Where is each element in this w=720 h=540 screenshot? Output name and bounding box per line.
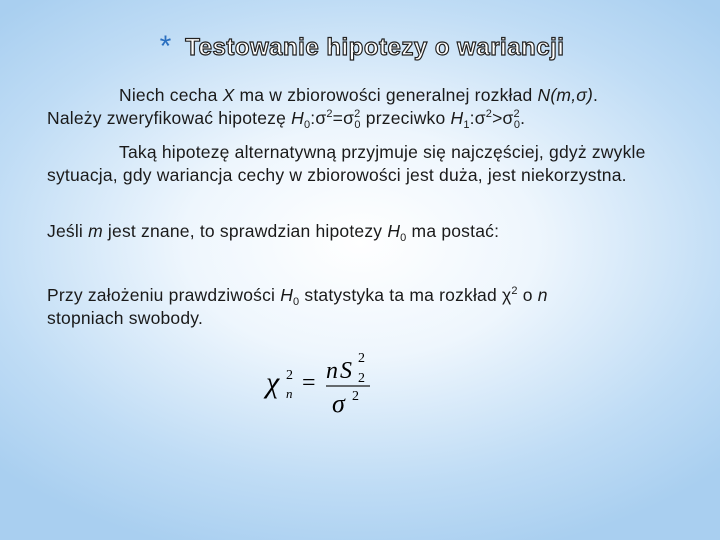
formula-num-n: n — [326, 358, 338, 384]
paragraph-alternative-hypothesis: Taką hipotezę alternatywną przyjmuje się najczęściej, gdyż zwykle sytuacja, gdy wariancja cechy w zbiorowości jest duża, jest niekorzystna. — [47, 142, 646, 185]
paragraph-test-statistic: Jeśli m jest znane, to sprawdzian hipotezy $H_0$ ma postać: — [47, 221, 500, 244]
formula-chi: χ — [266, 366, 280, 399]
formula-den-sigma: σ — [332, 389, 345, 418]
formula-chi-sup: 2 — [286, 368, 293, 383]
slide-title — [0, 30, 720, 68]
formula-num-s: S — [340, 358, 352, 384]
formula-svg — [262, 346, 382, 418]
distribution-normal: N(m,σ) — [537, 85, 594, 105]
chi-square-formula — [262, 346, 382, 418]
variable-x: X — [222, 85, 235, 105]
formula-chi-sub: n — [286, 386, 293, 401]
formula-den-sup: 2 — [352, 389, 359, 404]
formula-num-sup: 2 — [358, 351, 365, 366]
paragraph-distribution-chi: Przy założeniu prawdziwości $H_0$ statystyka ta ma rozkład $\chi^2$ o n stopniach swobody. — [47, 285, 548, 328]
title-text: Testowanie hipotezy o wariancji — [185, 34, 565, 61]
paragraph-distribution: Niech cecha X ma w zbiorowości generalnej rozkład N(m,σ). Należy zweryfikować hipotezę $H_0:\sigma^2=\sigma^2_0$ przeciwko $H_1:\sigma^2>\sigma^2_0$. — [47, 85, 599, 131]
title-asterisk-icon: * — [159, 30, 172, 63]
formula-num-sub: 2 — [358, 371, 365, 386]
formula-equals: = — [302, 370, 316, 396]
